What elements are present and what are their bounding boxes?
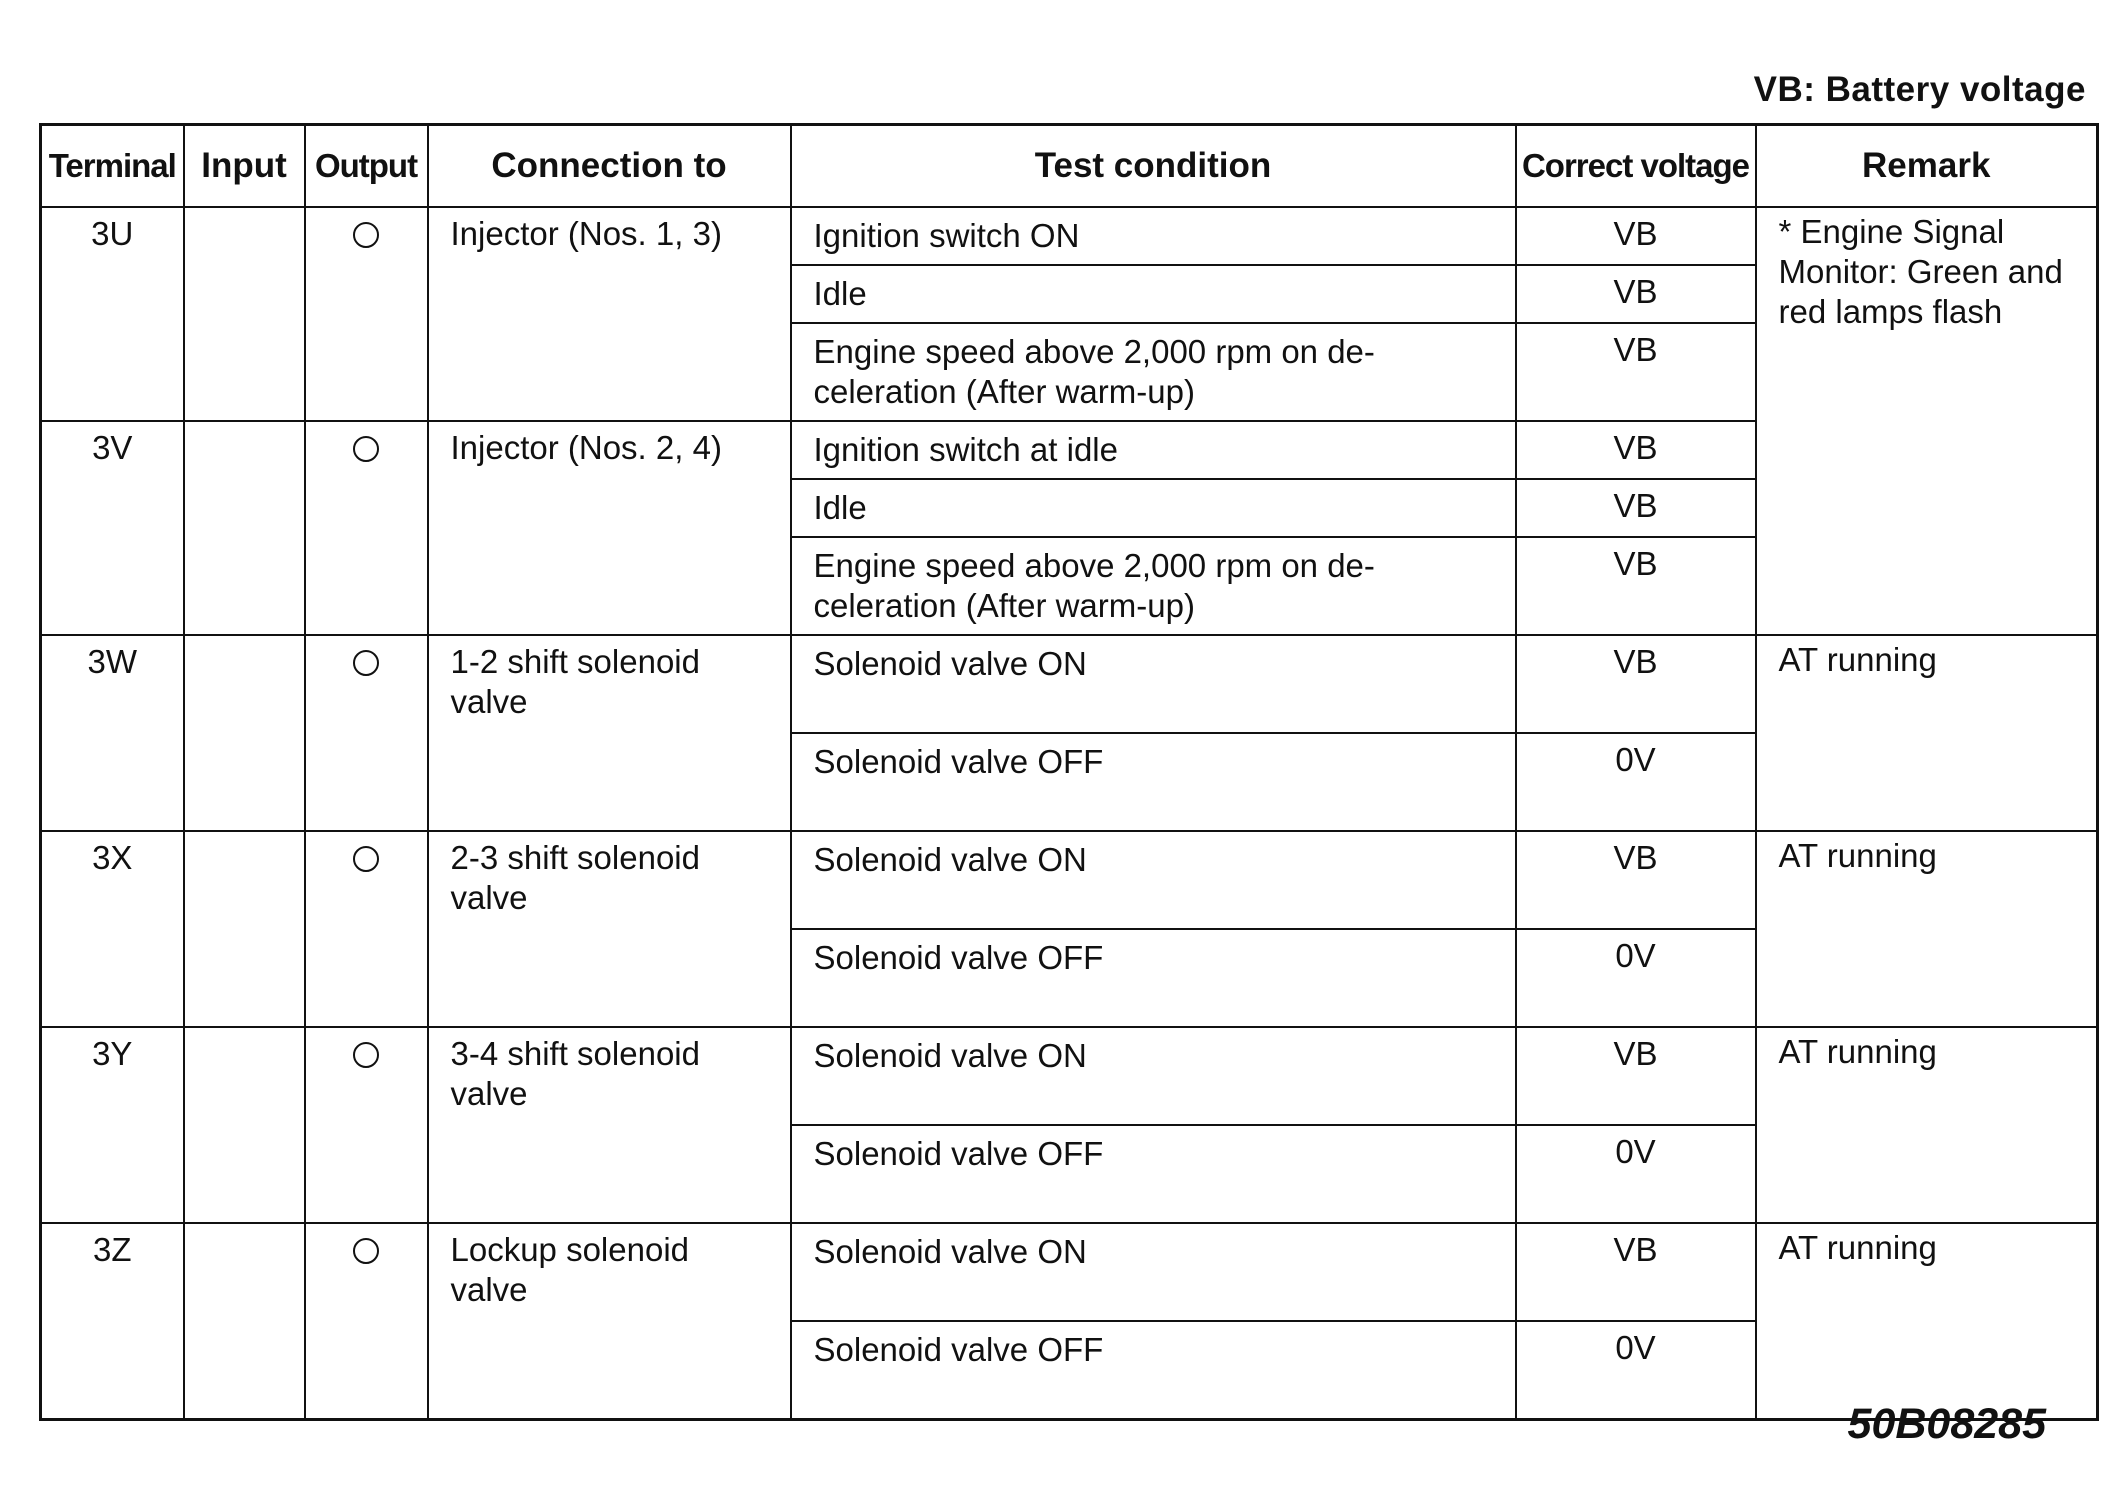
- voltage-cell: 0V: [1516, 1321, 1756, 1420]
- header-connection: Connection to: [428, 125, 791, 208]
- test-condition-cell: Solenoid valve OFF: [791, 929, 1516, 1027]
- table-row: [41, 831, 2098, 929]
- table-row: [41, 635, 2098, 733]
- terminal-cell: 3Z: [41, 1223, 184, 1420]
- test-condition-cell: Engine speed above 2,000 rpm on de-celeration (After warm-up): [791, 323, 1516, 421]
- output-cell: [305, 635, 428, 831]
- connection-cell: Injector (Nos. 1, 3): [428, 207, 791, 421]
- document-code: 50B08285: [1847, 1400, 2046, 1448]
- remark-cell: AT running: [1756, 635, 2098, 831]
- test-condition-cell: Engine speed above 2,000 rpm on de-celeration (After warm-up): [791, 537, 1516, 635]
- output-mark-icon: [353, 222, 379, 248]
- input-cell: [184, 207, 305, 421]
- output-mark-icon: [353, 846, 379, 872]
- test-condition-cell: Solenoid valve OFF: [791, 733, 1516, 831]
- voltage-cell: VB: [1516, 537, 1756, 635]
- test-condition-cell: Solenoid valve ON: [791, 831, 1516, 929]
- connection-cell: 3-4 shift solenoid valve: [428, 1027, 791, 1223]
- voltage-cell: 0V: [1516, 1125, 1756, 1223]
- voltage-cell: VB: [1516, 831, 1756, 929]
- terminal-cell: 3Y: [41, 1027, 184, 1223]
- output-cell: [305, 831, 428, 1027]
- test-condition-cell: Idle: [791, 265, 1516, 323]
- battery-voltage-legend: VB: Battery voltage: [1753, 70, 2086, 109]
- connection-cell: 1-2 shift solenoid valve: [428, 635, 791, 831]
- voltage-cell: VB: [1516, 421, 1756, 479]
- voltage-cell: VB: [1516, 207, 1756, 265]
- test-condition-cell: Solenoid valve ON: [791, 1027, 1516, 1125]
- remark-cell: * Engine Signal Monitor: Green and red lamps flash: [1756, 207, 2098, 635]
- voltage-cell: VB: [1516, 479, 1756, 537]
- input-cell: [184, 421, 305, 635]
- terminal-cell: 3W: [41, 635, 184, 831]
- header-remark: Remark: [1756, 125, 2098, 208]
- output-cell: [305, 207, 428, 421]
- connection-cell: 2-3 shift solenoid valve: [428, 831, 791, 1027]
- header-terminal: Terminal: [41, 125, 184, 208]
- output-mark-icon: [353, 650, 379, 676]
- output-mark-icon: [353, 1238, 379, 1264]
- terminal-cell: 3X: [41, 831, 184, 1027]
- terminal-voltage-table: [39, 123, 2099, 1421]
- test-condition-cell: Ignition switch ON: [791, 207, 1516, 265]
- voltage-cell: VB: [1516, 1223, 1756, 1321]
- test-condition-cell: Solenoid valve ON: [791, 1223, 1516, 1321]
- header-row: [41, 125, 2098, 208]
- remark-cell: AT running: [1756, 1027, 2098, 1223]
- voltage-cell: VB: [1516, 265, 1756, 323]
- test-condition-cell: Solenoid valve ON: [791, 635, 1516, 733]
- connection-cell: Injector (Nos. 2, 4): [428, 421, 791, 635]
- connection-cell: Lockup solenoid valve: [428, 1223, 791, 1420]
- input-cell: [184, 635, 305, 831]
- test-condition-cell: Solenoid valve OFF: [791, 1125, 1516, 1223]
- output-cell: [305, 1027, 428, 1223]
- output-mark-icon: [353, 1042, 379, 1068]
- header-output: Output: [305, 125, 428, 208]
- output-cell: [305, 1223, 428, 1420]
- output-cell: [305, 421, 428, 635]
- voltage-cell: VB: [1516, 1027, 1756, 1125]
- voltage-cell: 0V: [1516, 929, 1756, 1027]
- header-correct-voltage: Correct voltage: [1516, 125, 1756, 208]
- voltage-cell: VB: [1516, 635, 1756, 733]
- voltage-cell: VB: [1516, 323, 1756, 421]
- table-row: [41, 207, 2098, 265]
- output-mark-icon: [353, 436, 379, 462]
- input-cell: [184, 1223, 305, 1420]
- remark-cell: AT running: [1756, 831, 2098, 1027]
- test-condition-cell: Solenoid valve OFF: [791, 1321, 1516, 1420]
- input-cell: [184, 1027, 305, 1223]
- test-condition-cell: Ignition switch at idle: [791, 421, 1516, 479]
- remark-cell: AT running: [1756, 1223, 2098, 1420]
- terminal-cell: 3V: [41, 421, 184, 635]
- table-row: [41, 1223, 2098, 1321]
- terminal-cell: 3U: [41, 207, 184, 421]
- test-condition-cell: Idle: [791, 479, 1516, 537]
- header-input: Input: [184, 125, 305, 208]
- header-test-condition: Test condition: [791, 125, 1516, 208]
- table-row: [41, 1027, 2098, 1125]
- voltage-cell: 0V: [1516, 733, 1756, 831]
- input-cell: [184, 831, 305, 1027]
